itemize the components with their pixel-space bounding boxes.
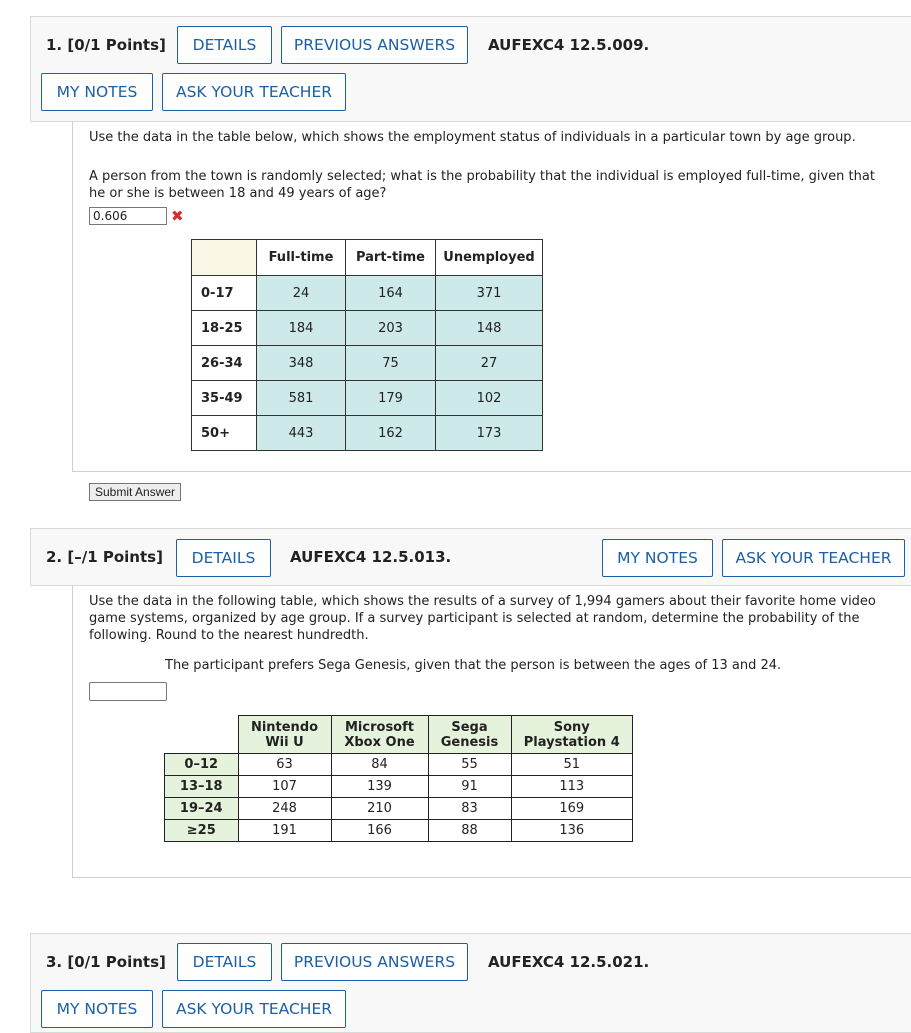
q2-my-notes-button[interactable]: MY NOTES [602, 539, 713, 577]
q1-ask-teacher-button[interactable]: ASK YOUR TEACHER [162, 73, 346, 111]
q2-intro-text: Use the data in the following table, which shows the results of a survey of 1,994 gamers about their favorite home video game systems, organized by age group. If a survey participant is selected at random, determine the probability of the following. Round to the nearest hundredth. [89, 594, 876, 643]
q3-details-button[interactable]: DETAILS [177, 943, 272, 981]
table-cell: 166 [331, 820, 428, 842]
q2-details-button[interactable]: DETAILS [176, 539, 271, 577]
row-label: 18-25 [192, 311, 257, 346]
q1-my-notes-button[interactable]: MY NOTES [41, 73, 153, 111]
q1-body-rule [200, 471, 911, 472]
table-cell: 148 [436, 311, 543, 346]
table-cell: 203 [346, 311, 436, 346]
q1-intro-text: Use the data in the table below, which shows the employment status of individuals in a particular town by age group. [89, 130, 856, 145]
table-cell: 84 [331, 754, 428, 776]
table-row [165, 798, 633, 820]
table-cell: 164 [346, 276, 436, 311]
q3-title: 3. [0/1 Points] [46, 953, 166, 971]
col-header: Unemployed [436, 240, 543, 276]
row-label: 13–18 [165, 776, 239, 798]
q3-ask-teacher-button[interactable]: ASK YOUR TEACHER [162, 990, 346, 1028]
table-cell: 75 [346, 346, 436, 381]
row-label: 26-34 [192, 346, 257, 381]
q1-details-button[interactable]: DETAILS [177, 26, 272, 64]
q1-problem-code: AUFEXC4 12.5.009. [488, 36, 650, 54]
table-cell: 443 [257, 416, 346, 451]
q2-problem-code: AUFEXC4 12.5.013. [290, 548, 452, 566]
table-cell: 162 [346, 416, 436, 451]
row-label: 0–12 [165, 754, 239, 776]
table-cell: 348 [257, 346, 346, 381]
table-cell: 113 [511, 776, 633, 798]
table-row [192, 416, 543, 451]
q2-title: 2. [–/1 Points] [46, 548, 163, 566]
row-label: 35-49 [192, 381, 257, 416]
table-cell: 184 [257, 311, 346, 346]
table-corner [165, 716, 239, 754]
col-header: Nintendo Wii U [238, 716, 331, 754]
q1-answer-input[interactable]: 0.606 [89, 207, 167, 225]
col-header: Sony Playstation 4 [511, 716, 633, 754]
table-row [165, 820, 633, 842]
table-cell: 107 [238, 776, 331, 798]
table-cell: 581 [257, 381, 346, 416]
q3-my-notes-button[interactable]: MY NOTES [41, 990, 153, 1028]
table-row [165, 776, 633, 798]
q2-ask-teacher-button[interactable]: ASK YOUR TEACHER [722, 539, 905, 577]
q3-problem-code: AUFEXC4 12.5.021. [488, 953, 650, 971]
table-cell: 136 [511, 820, 633, 842]
table-cell: 371 [436, 276, 543, 311]
row-label: ≥25 [165, 820, 239, 842]
table-cell: 55 [428, 754, 511, 776]
table-cell: 51 [511, 754, 633, 776]
col-header: Microsoft Xbox One [331, 716, 428, 754]
row-label: 0-17 [192, 276, 257, 311]
table-cell: 173 [436, 416, 543, 451]
table-cell: 191 [238, 820, 331, 842]
table-cell: 139 [331, 776, 428, 798]
row-label: 19–24 [165, 798, 239, 820]
table-row [192, 311, 543, 346]
table-cell: 169 [511, 798, 633, 820]
table-cell: 102 [436, 381, 543, 416]
table-cell: 210 [331, 798, 428, 820]
table-cell: 63 [238, 754, 331, 776]
table-cell: 88 [428, 820, 511, 842]
row-label: 50+ [192, 416, 257, 451]
q2-answer-input[interactable] [89, 682, 167, 701]
q1-previous-answers-button[interactable]: PREVIOUS ANSWERS [281, 26, 468, 64]
q2-gamers-table [164, 715, 633, 842]
incorrect-icon: ✖ [171, 207, 184, 225]
table-cell: 24 [257, 276, 346, 311]
q1-employment-table [191, 239, 543, 451]
table-row [192, 276, 543, 311]
submit-answer-button[interactable]: Submit Answer [89, 483, 181, 501]
table-cell: 91 [428, 776, 511, 798]
col-header: Sega Genesis [428, 716, 511, 754]
q2-question-text: The participant prefers Sega Genesis, given that the person is between the ages of 13 and 24. [165, 658, 782, 673]
table-row [192, 381, 543, 416]
table-row [192, 346, 543, 381]
table-row [165, 754, 633, 776]
table-corner [192, 240, 257, 276]
table-cell: 83 [428, 798, 511, 820]
q3-previous-answers-button[interactable]: PREVIOUS ANSWERS [281, 943, 468, 981]
col-header: Full-time [257, 240, 346, 276]
q1-question-text: A person from the town is randomly selected; what is the probability that the individual is employed full-time, given that he or she is between 18 and 49 years of age? [89, 169, 875, 201]
q1-title: 1. [0/1 Points] [46, 36, 166, 54]
table-cell: 248 [238, 798, 331, 820]
table-cell: 27 [436, 346, 543, 381]
col-header: Part-time [346, 240, 436, 276]
table-cell: 179 [346, 381, 436, 416]
